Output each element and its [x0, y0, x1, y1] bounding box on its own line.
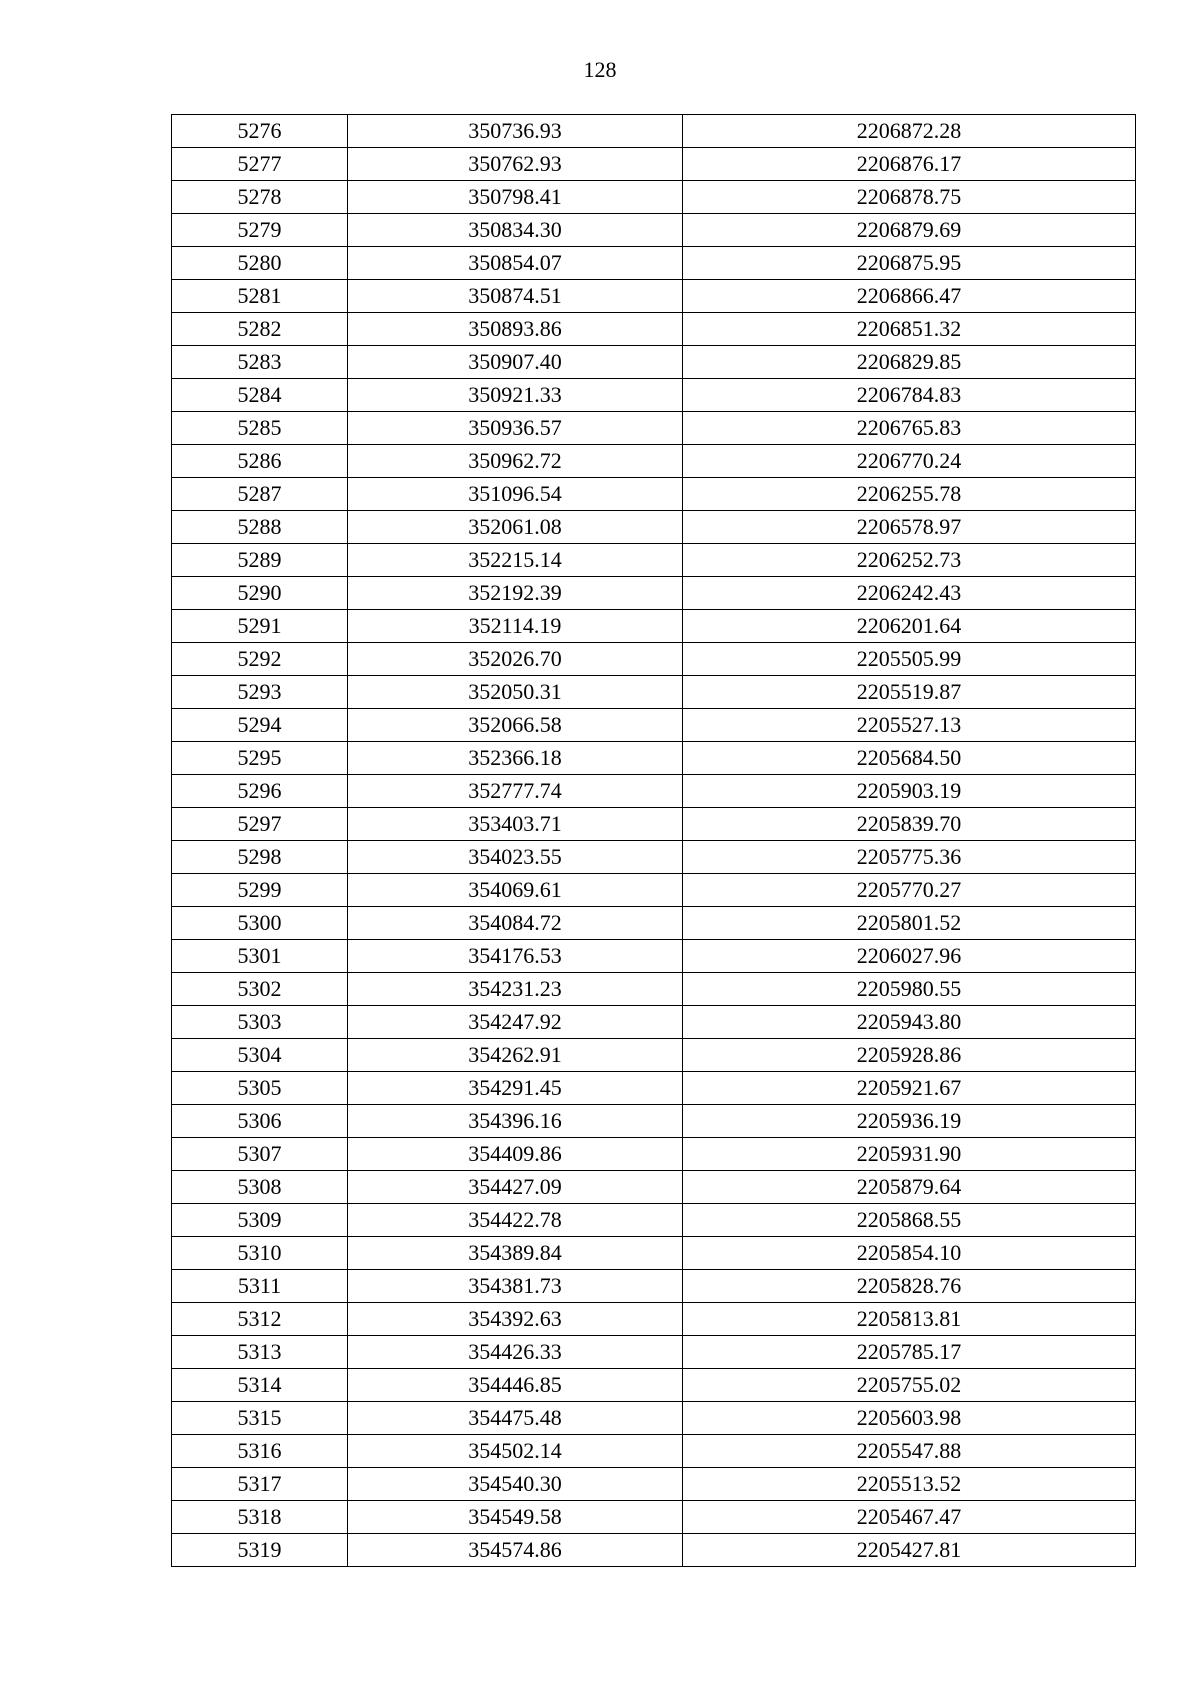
- y-coordinate-cell: 2206878.75: [683, 181, 1136, 214]
- table-row: [172, 907, 1136, 940]
- point-number-cell: 5302: [172, 973, 348, 1006]
- table-row: [172, 1303, 1136, 1336]
- x-coordinate-cell: 354262.91: [348, 1039, 683, 1072]
- y-coordinate-cell: 2205513.52: [683, 1468, 1136, 1501]
- table-row: [172, 247, 1136, 280]
- x-coordinate-cell: 354084.72: [348, 907, 683, 940]
- point-number-cell: 5300: [172, 907, 348, 940]
- table-row: [172, 610, 1136, 643]
- y-coordinate-cell: 2205839.70: [683, 808, 1136, 841]
- table-row: [172, 1171, 1136, 1204]
- table-row: [172, 181, 1136, 214]
- point-number-cell: 5277: [172, 148, 348, 181]
- x-coordinate-cell: 354427.09: [348, 1171, 683, 1204]
- table-row: [172, 1501, 1136, 1534]
- y-coordinate-cell: 2206784.83: [683, 379, 1136, 412]
- x-coordinate-cell: 350762.93: [348, 148, 683, 181]
- y-coordinate-cell: 2206851.32: [683, 313, 1136, 346]
- point-number-cell: 5287: [172, 478, 348, 511]
- x-coordinate-cell: 350736.93: [348, 115, 683, 148]
- point-number-cell: 5319: [172, 1534, 348, 1567]
- y-coordinate-cell: 2205903.19: [683, 775, 1136, 808]
- y-coordinate-cell: 2205519.87: [683, 676, 1136, 709]
- point-number-cell: 5278: [172, 181, 348, 214]
- table-row: [172, 709, 1136, 742]
- coordinates-table-body: [172, 115, 1136, 1567]
- x-coordinate-cell: 352777.74: [348, 775, 683, 808]
- y-coordinate-cell: 2205868.55: [683, 1204, 1136, 1237]
- y-coordinate-cell: 2205879.64: [683, 1171, 1136, 1204]
- y-coordinate-cell: 2205467.47: [683, 1501, 1136, 1534]
- x-coordinate-cell: 352026.70: [348, 643, 683, 676]
- page-number: 128: [583, 57, 617, 82]
- table-row: [172, 280, 1136, 313]
- y-coordinate-cell: 2205928.86: [683, 1039, 1136, 1072]
- y-coordinate-cell: 2205813.81: [683, 1303, 1136, 1336]
- point-number-cell: 5298: [172, 841, 348, 874]
- point-number-cell: 5284: [172, 379, 348, 412]
- table-row: [172, 940, 1136, 973]
- y-coordinate-cell: 2205980.55: [683, 973, 1136, 1006]
- y-coordinate-cell: 2206578.97: [683, 511, 1136, 544]
- table-row: [172, 1402, 1136, 1435]
- table-row: [172, 1534, 1136, 1567]
- x-coordinate-cell: 354409.86: [348, 1138, 683, 1171]
- x-coordinate-cell: 354422.78: [348, 1204, 683, 1237]
- table-row: [172, 1039, 1136, 1072]
- y-coordinate-cell: 2205527.13: [683, 709, 1136, 742]
- x-coordinate-cell: 352114.19: [348, 610, 683, 643]
- point-number-cell: 5309: [172, 1204, 348, 1237]
- x-coordinate-cell: 350874.51: [348, 280, 683, 313]
- y-coordinate-cell: 2205828.76: [683, 1270, 1136, 1303]
- x-coordinate-cell: 354426.33: [348, 1336, 683, 1369]
- point-number-cell: 5290: [172, 577, 348, 610]
- point-number-cell: 5313: [172, 1336, 348, 1369]
- x-coordinate-cell: 354540.30: [348, 1468, 683, 1501]
- y-coordinate-cell: 2205505.99: [683, 643, 1136, 676]
- table-row: [172, 346, 1136, 379]
- x-coordinate-cell: 350907.40: [348, 346, 683, 379]
- point-number-cell: 5292: [172, 643, 348, 676]
- point-number-cell: 5315: [172, 1402, 348, 1435]
- table-row: [172, 676, 1136, 709]
- table-row: [172, 577, 1136, 610]
- table-row: [172, 1336, 1136, 1369]
- x-coordinate-cell: 354231.23: [348, 973, 683, 1006]
- y-coordinate-cell: 2205854.10: [683, 1237, 1136, 1270]
- point-number-cell: 5312: [172, 1303, 348, 1336]
- point-number-cell: 5288: [172, 511, 348, 544]
- y-coordinate-cell: 2205931.90: [683, 1138, 1136, 1171]
- table-row: [172, 1138, 1136, 1171]
- y-coordinate-cell: 2206872.28: [683, 115, 1136, 148]
- x-coordinate-cell: 350936.57: [348, 412, 683, 445]
- x-coordinate-cell: 354392.63: [348, 1303, 683, 1336]
- table-row: [172, 544, 1136, 577]
- y-coordinate-cell: 2206875.95: [683, 247, 1136, 280]
- point-number-cell: 5317: [172, 1468, 348, 1501]
- table-row: [172, 412, 1136, 445]
- x-coordinate-cell: 354549.58: [348, 1501, 683, 1534]
- x-coordinate-cell: 354291.45: [348, 1072, 683, 1105]
- x-coordinate-cell: 354381.73: [348, 1270, 683, 1303]
- y-coordinate-cell: 2205755.02: [683, 1369, 1136, 1402]
- point-number-cell: 5282: [172, 313, 348, 346]
- point-number-cell: 5310: [172, 1237, 348, 1270]
- point-number-cell: 5306: [172, 1105, 348, 1138]
- x-coordinate-cell: 350798.41: [348, 181, 683, 214]
- point-number-cell: 5289: [172, 544, 348, 577]
- table-row: [172, 1006, 1136, 1039]
- point-number-cell: 5279: [172, 214, 348, 247]
- point-number-cell: 5293: [172, 676, 348, 709]
- y-coordinate-cell: 2205684.50: [683, 742, 1136, 775]
- y-coordinate-cell: 2206255.78: [683, 478, 1136, 511]
- y-coordinate-cell: 2206765.83: [683, 412, 1136, 445]
- table-row: [172, 1435, 1136, 1468]
- y-coordinate-cell: 2205921.67: [683, 1072, 1136, 1105]
- point-number-cell: 5283: [172, 346, 348, 379]
- table-row: [172, 643, 1136, 676]
- y-coordinate-cell: 2206829.85: [683, 346, 1136, 379]
- x-coordinate-cell: 354574.86: [348, 1534, 683, 1567]
- table-row: [172, 808, 1136, 841]
- y-coordinate-cell: 2206879.69: [683, 214, 1136, 247]
- table-row: [172, 1270, 1136, 1303]
- x-coordinate-cell: 354475.48: [348, 1402, 683, 1435]
- point-number-cell: 5296: [172, 775, 348, 808]
- y-coordinate-cell: 2205770.27: [683, 874, 1136, 907]
- y-coordinate-cell: 2205785.17: [683, 1336, 1136, 1369]
- table-row: [172, 478, 1136, 511]
- table-row: [172, 1369, 1136, 1402]
- x-coordinate-cell: 354389.84: [348, 1237, 683, 1270]
- x-coordinate-cell: 354069.61: [348, 874, 683, 907]
- table-row: [172, 1204, 1136, 1237]
- table-row: [172, 841, 1136, 874]
- y-coordinate-cell: 2206201.64: [683, 610, 1136, 643]
- y-coordinate-cell: 2205801.52: [683, 907, 1136, 940]
- table-row: [172, 1237, 1136, 1270]
- point-number-cell: 5276: [172, 115, 348, 148]
- coordinates-table: [171, 114, 1136, 1567]
- y-coordinate-cell: 2205603.98: [683, 1402, 1136, 1435]
- table-row: [172, 775, 1136, 808]
- point-number-cell: 5303: [172, 1006, 348, 1039]
- x-coordinate-cell: 352061.08: [348, 511, 683, 544]
- x-coordinate-cell: 352215.14: [348, 544, 683, 577]
- point-number-cell: 5311: [172, 1270, 348, 1303]
- y-coordinate-cell: 2206242.43: [683, 577, 1136, 610]
- table-row: [172, 1072, 1136, 1105]
- table-row: [172, 379, 1136, 412]
- point-number-cell: 5305: [172, 1072, 348, 1105]
- table-row: [172, 1105, 1136, 1138]
- x-coordinate-cell: 352066.58: [348, 709, 683, 742]
- y-coordinate-cell: 2205427.81: [683, 1534, 1136, 1567]
- table-row: [172, 742, 1136, 775]
- x-coordinate-cell: 354247.92: [348, 1006, 683, 1039]
- point-number-cell: 5301: [172, 940, 348, 973]
- table-row: [172, 313, 1136, 346]
- point-number-cell: 5291: [172, 610, 348, 643]
- y-coordinate-cell: 2205775.36: [683, 841, 1136, 874]
- point-number-cell: 5286: [172, 445, 348, 478]
- x-coordinate-cell: 354446.85: [348, 1369, 683, 1402]
- point-number-cell: 5314: [172, 1369, 348, 1402]
- x-coordinate-cell: 350962.72: [348, 445, 683, 478]
- point-number-cell: 5307: [172, 1138, 348, 1171]
- point-number-cell: 5297: [172, 808, 348, 841]
- y-coordinate-cell: 2205936.19: [683, 1105, 1136, 1138]
- x-coordinate-cell: 354176.53: [348, 940, 683, 973]
- y-coordinate-cell: 2205547.88: [683, 1435, 1136, 1468]
- table-row: [172, 115, 1136, 148]
- table-row: [172, 973, 1136, 1006]
- point-number-cell: 5295: [172, 742, 348, 775]
- y-coordinate-cell: 2205943.80: [683, 1006, 1136, 1039]
- x-coordinate-cell: 352050.31: [348, 676, 683, 709]
- point-number-cell: 5316: [172, 1435, 348, 1468]
- x-coordinate-cell: 350921.33: [348, 379, 683, 412]
- y-coordinate-cell: 2206866.47: [683, 280, 1136, 313]
- table-row: [172, 511, 1136, 544]
- table-row: [172, 214, 1136, 247]
- x-coordinate-cell: 352366.18: [348, 742, 683, 775]
- table-row: [172, 148, 1136, 181]
- x-coordinate-cell: 354502.14: [348, 1435, 683, 1468]
- table-row: [172, 445, 1136, 478]
- x-coordinate-cell: 351096.54: [348, 478, 683, 511]
- x-coordinate-cell: 350854.07: [348, 247, 683, 280]
- point-number-cell: 5294: [172, 709, 348, 742]
- y-coordinate-cell: 2206876.17: [683, 148, 1136, 181]
- point-number-cell: 5280: [172, 247, 348, 280]
- point-number-cell: 5318: [172, 1501, 348, 1534]
- x-coordinate-cell: 353403.71: [348, 808, 683, 841]
- x-coordinate-cell: 350834.30: [348, 214, 683, 247]
- point-number-cell: 5285: [172, 412, 348, 445]
- x-coordinate-cell: 354023.55: [348, 841, 683, 874]
- point-number-cell: 5304: [172, 1039, 348, 1072]
- point-number-cell: 5281: [172, 280, 348, 313]
- point-number-cell: 5308: [172, 1171, 348, 1204]
- x-coordinate-cell: 354396.16: [348, 1105, 683, 1138]
- y-coordinate-cell: 2206252.73: [683, 544, 1136, 577]
- x-coordinate-cell: 352192.39: [348, 577, 683, 610]
- y-coordinate-cell: 2206770.24: [683, 445, 1136, 478]
- y-coordinate-cell: 2206027.96: [683, 940, 1136, 973]
- point-number-cell: 5299: [172, 874, 348, 907]
- x-coordinate-cell: 350893.86: [348, 313, 683, 346]
- table-row: [172, 1468, 1136, 1501]
- table-row: [172, 874, 1136, 907]
